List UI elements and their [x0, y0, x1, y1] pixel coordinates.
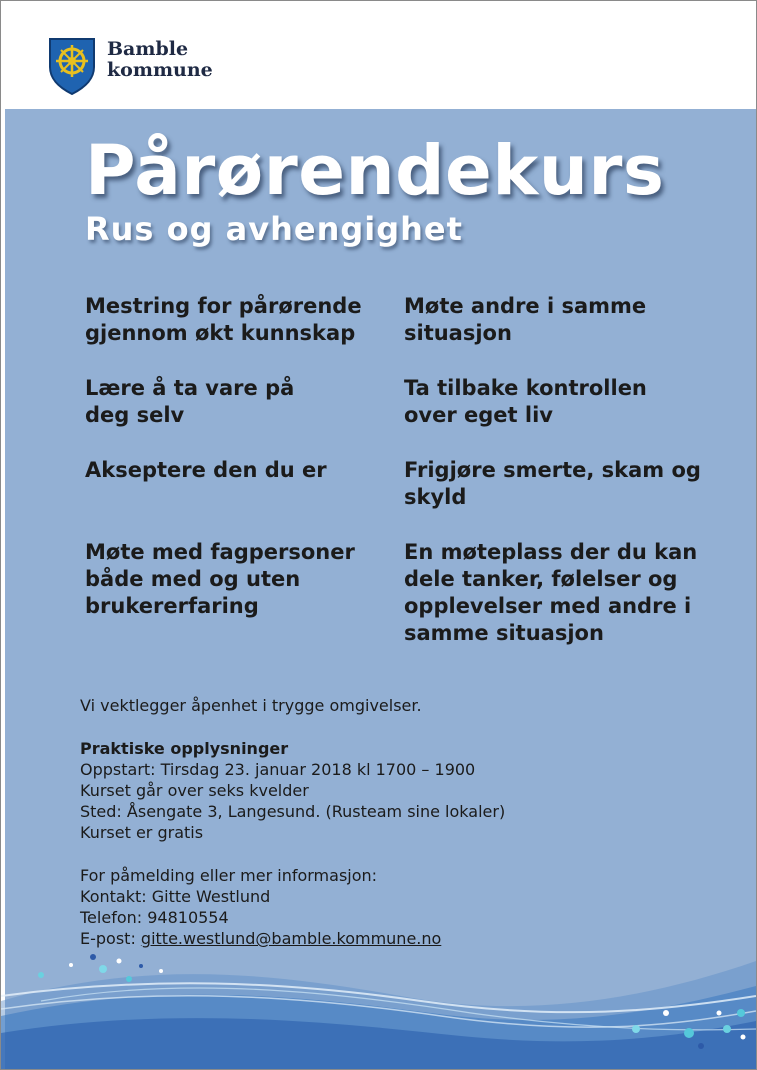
practical-start: Oppstart: Tirsdag 23. januar 2018 kl 1700 – 1900 — [80, 760, 476, 779]
decorative-wave — [1, 941, 756, 1069]
logo-line-2: kommune — [107, 59, 213, 81]
bamble-shield-icon — [48, 37, 96, 95]
practical-info — [80, 738, 505, 843]
point-right-2: Ta tilbake kontrollen over eget liv — [404, 376, 647, 427]
contact-person: Kontakt: Gitte Westlund — [80, 887, 271, 906]
contact-phone: Telefon: 94810554 — [80, 908, 229, 927]
contact-email-label: E-post: — [80, 929, 141, 948]
contact-info — [80, 865, 441, 949]
page-title: Pårørendekurs — [85, 131, 665, 211]
point-left-4: Møte med fagpersoner både med og uten brukererfaring — [85, 540, 355, 618]
practical-price: Kurset er gratis — [80, 823, 204, 842]
contact-lead: For påmelding eller mer informasjon: — [80, 866, 378, 885]
point-right-4: En møteplass der du kan dele tanker, følelser og opplevelser med andre i samme situasjon — [404, 540, 698, 645]
page-subtitle: Rus og avhengighet — [85, 210, 463, 248]
practical-heading: Praktiske opplysninger — [80, 739, 289, 758]
practical-place: Sted: Åsengate 3, Langesund. (Rusteam sine lokaler) — [80, 802, 506, 821]
contact-email-link[interactable]: gitte.westlund@bamble.kommune.no — [140, 929, 442, 948]
logo-text — [107, 39, 213, 81]
intro-text: Vi vektlegger åpenhet i trygge omgivelser. — [80, 696, 422, 715]
point-left-1: Mestring for pårørende gjennom økt kunnskap — [85, 294, 362, 345]
logo-line-1: Bamble — [107, 38, 189, 60]
point-right-3: Frigjøre smerte, skam og skyld — [404, 458, 701, 509]
point-left-3: Akseptere den du er — [85, 458, 327, 482]
header — [1, 1, 756, 109]
practical-duration: Kurset går over seks kvelder — [80, 781, 309, 800]
point-left-2: Lære å ta vare på deg selv — [85, 376, 295, 427]
point-right-1: Møte andre i samme situasjon — [404, 294, 647, 345]
